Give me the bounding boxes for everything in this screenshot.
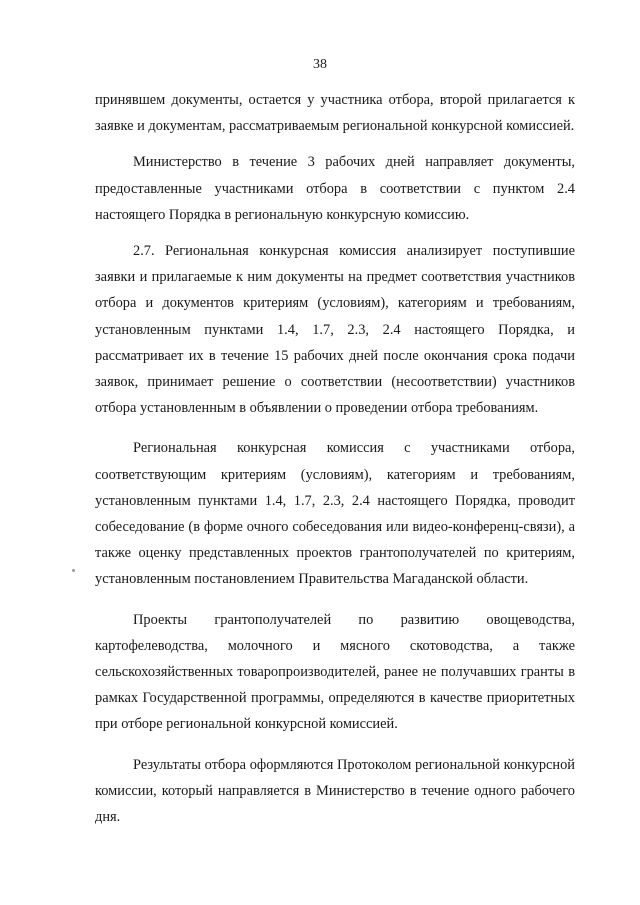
document-body bbox=[95, 87, 575, 844]
paragraph-results: Результаты отбора оформляются Протоколом региональной конкурсной комиссии, который направляется в Министерство в течение одного рабочего дня. bbox=[95, 756, 575, 826]
paragraph-ministry-deadline: Министерство в течение 3 рабочих дней направляет документы, предоставленные участниками отбора в соответствии с пунктом 2.4 настоящего Порядка в региональную конкурсную комиссию. bbox=[95, 154, 575, 223]
paragraph-priority-projects: Проекты грантополучателей по развитию овощеводства, картофелеводства, молочного и мясного скотоводства, а также сельскохозяйственных товаропроизводителей, ранее не получавших гранты в рамках Государственной программы, определяются в качестве приоритетных при отборе региональной конкурсной комиссией. bbox=[95, 611, 575, 733]
paragraph-interview: Региональная конкурсная комиссия с участниками отбора, соответствующим критериям (условиям), категориям и требованиям, установленным пунктами 1.4, 1.7, 2.3, 2.4 настоящего Порядка, проводит собеседование (в форме очного собеседования или видео-конференц-связи), а также оценку представленных проектов грантополучателей по критериям, установленным постановлением Правительства Магаданской области. bbox=[95, 440, 575, 588]
page-number: 38 bbox=[313, 57, 327, 72]
paragraph-continuation: принявшем документы, остается у участника отбора, второй прилагается к заявке и документам, рассматриваемым региональной конкурсной комиссией. bbox=[95, 92, 575, 135]
paragraph-section-2-7: 2.7. Региональная конкурсная комиссия анализирует поступившие заявки и прилагаемые к ним документы на предмет соответствия участников отбора и документов критериям (условиям), категориям и требованиям, установленным пунктами 1.4, 1.7, 2.3, 2.4 настоящего Порядка, и рассматривает их в течение 15 рабочих дней после окончания срока подачи заявок, принимает решение о соответствии (несоответствии) участников отбора установленным в объявлении о проведении отбора требованиям. bbox=[95, 243, 575, 417]
margin-mark bbox=[72, 569, 75, 572]
